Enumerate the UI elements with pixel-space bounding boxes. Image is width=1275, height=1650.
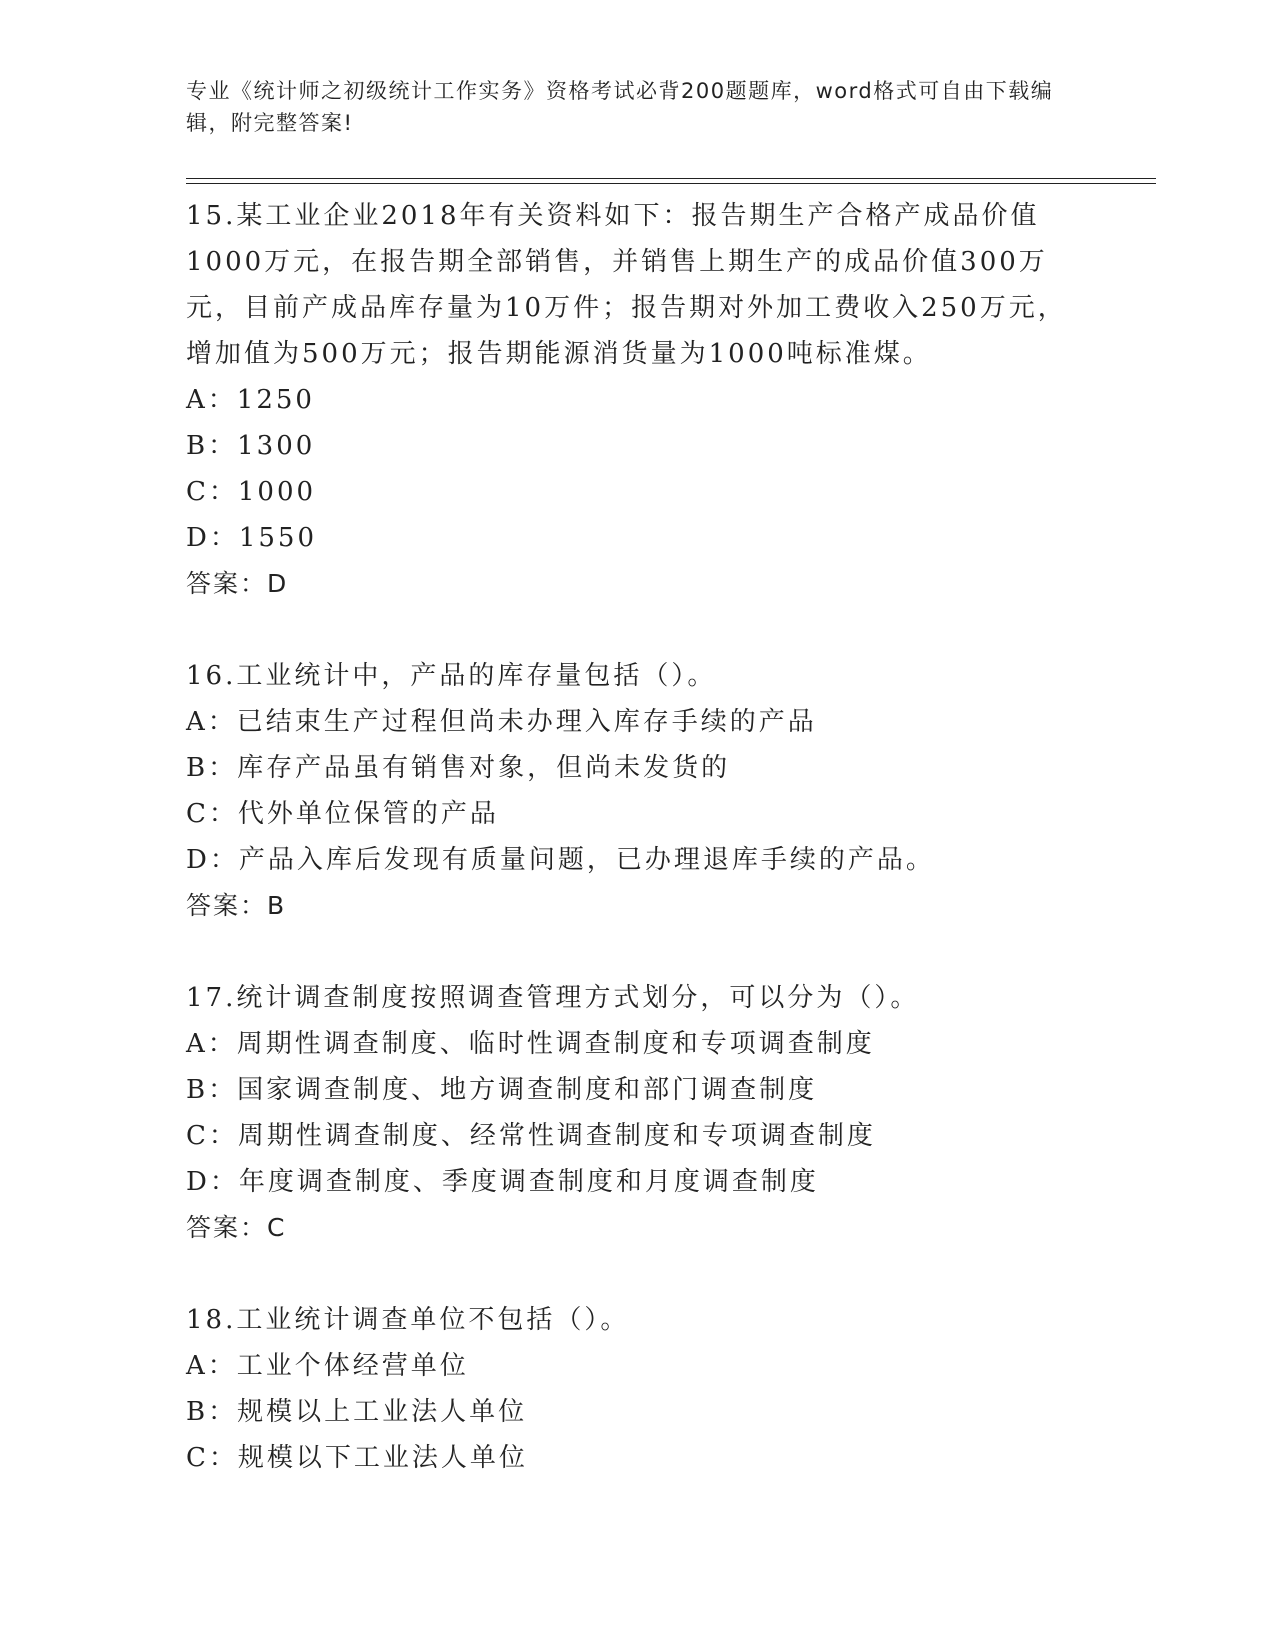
question-16: [186, 653, 1086, 929]
option-d: D：年度调查制度、季度调查制度和月度调查制度: [186, 1167, 819, 1197]
spacer: [186, 929, 1086, 975]
answer: 答案：B: [186, 891, 287, 920]
option-c: C：周期性调查制度、经常性调查制度和专项调查制度: [186, 1121, 876, 1151]
option-a: A：工业个体经营单位: [186, 1351, 469, 1381]
header-rule-top: [186, 178, 1156, 179]
question-stem: 15.某工业企业2018年有关资料如下：报告期生产合格产成品价值1000万元，在报告期全部销售，并销售上期生产的成品价值300万元，目前产成品库存量为10万件；报告期对外加工费收入250万元，增加值为500万元；报告期能源消货量为1000吨标准煤。: [186, 201, 1067, 369]
option-b: B：国家调查制度、地方调查制度和部门调查制度: [186, 1075, 818, 1105]
answer: 答案：C: [186, 1213, 287, 1242]
document-header: 专业《统计师之初级统计工作实务》资格考试必背200题题库，word格式可自由下载编辑，附完整答案!: [186, 79, 1054, 135]
question-stem: 16.工业统计中，产品的库存量包括（）。: [186, 661, 717, 691]
option-a: A：1250: [186, 385, 315, 415]
spacer: [186, 607, 1086, 653]
answer: 答案：D: [186, 569, 289, 598]
option-c: C：规模以下工业法人单位: [186, 1443, 528, 1473]
option-a: A：已结束生产过程但尚未办理入库存手续的产品: [186, 707, 817, 737]
question-list: [186, 193, 1086, 1481]
option-b: B：规模以上工业法人单位: [186, 1397, 528, 1427]
header-rule-bottom: [186, 183, 1156, 184]
question-17: [186, 975, 1086, 1251]
option-c: C：代外单位保管的产品: [186, 799, 499, 829]
option-c: C：1000: [186, 477, 317, 507]
option-a: A：周期性调查制度、临时性调查制度和专项调查制度: [186, 1029, 875, 1059]
question-stem: 18.工业统计调查单位不包括（）。: [186, 1305, 630, 1335]
question-stem: 17.统计调查制度按照调查管理方式划分，可以分为（）。: [186, 983, 920, 1013]
option-b: B：库存产品虽有销售对象，但尚未发货的: [186, 753, 731, 783]
question-18: [186, 1297, 1086, 1481]
option-b: B：1300: [186, 431, 316, 461]
option-d: D：1550: [186, 523, 318, 553]
spacer: [186, 1251, 1086, 1297]
question-15: [186, 193, 1086, 607]
option-d: D：产品入库后发现有质量问题，已办理退库手续的产品。: [186, 845, 935, 875]
